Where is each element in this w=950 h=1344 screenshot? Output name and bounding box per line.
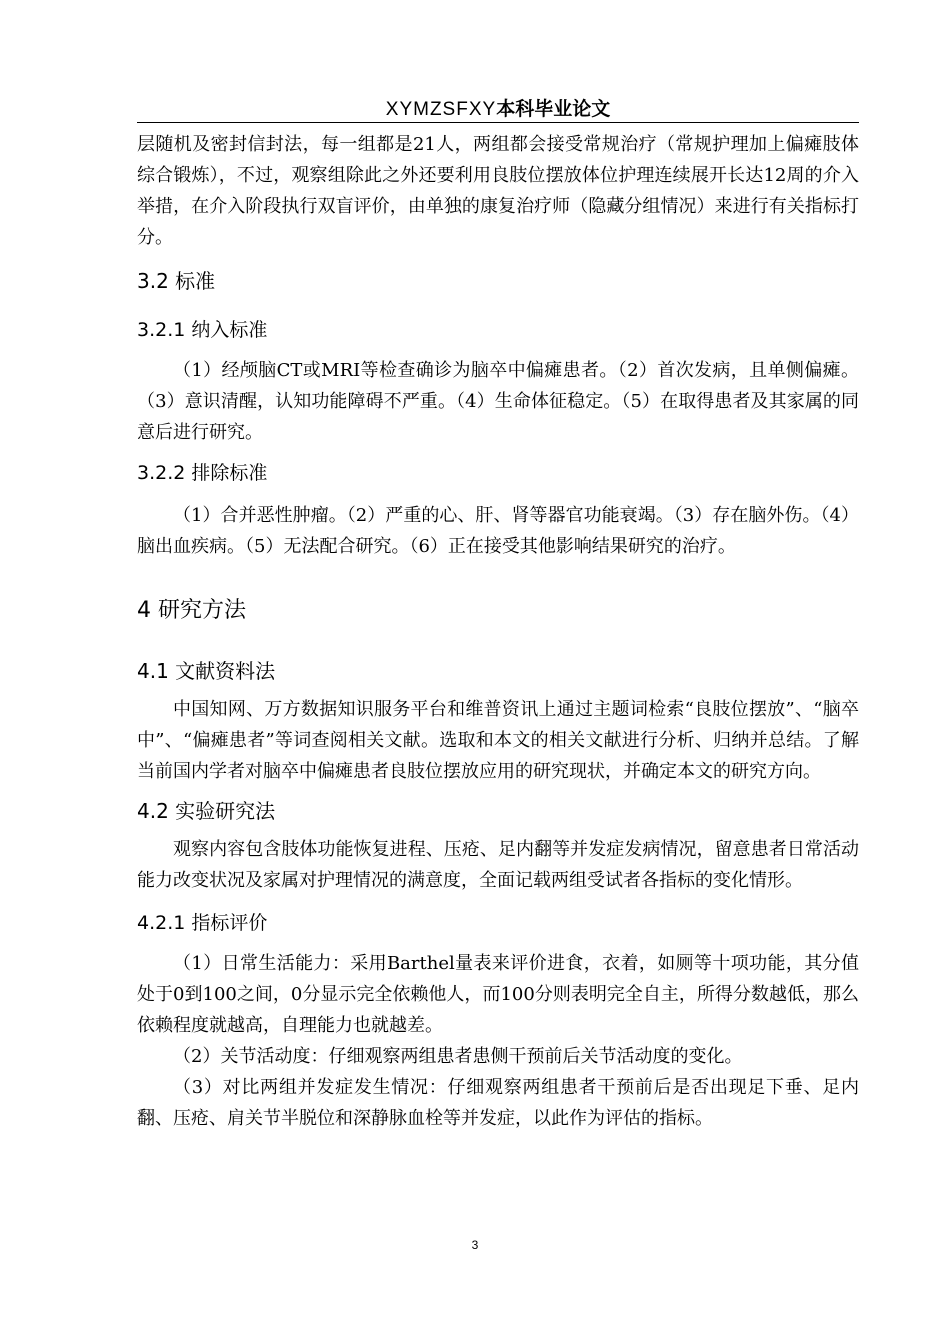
chapter-heading-4: 4 研究方法: [137, 598, 246, 623]
inclusion-criteria-paragraph: （1）经颅脑CT或MRI等检查确诊为脑卒中偏瘫患者。（2）首次发病，且单侧偏瘫。（3）意识清醒，认知功能障碍不严重。（4）生命体征稳定。（5）在取得患者及其家属的同意后进行研究。: [137, 360, 859, 443]
experiment-method-paragraph: 观察内容包含肢体功能恢复进程、压疮、足内翻等并发症发病情况，留意患者日常活动能力改变状况及家属对护理情况的满意度，全面记载两组受试者各指标的变化情形。: [137, 839, 859, 891]
page-number: 3: [471, 1238, 479, 1252]
intro-paragraph: 层随机及密封信封法，每一组都是21人，两组都会接受常规治疗（常规护理加上偏瘫肢体综合锻炼），不过，观察组除此之外还要利用良肢位摆放体位护理连续展开长达12周的介入举措，在介入阶段执行双盲评价，由单独的康复治疗师（隐藏分组情况）来进行有关指标打分。: [137, 134, 859, 248]
header-title: 本科毕业论文: [496, 98, 611, 120]
index-item-2: （2）关节活动度：仔细观察两组患者患侧干预前后关节活动度的变化。: [173, 1046, 743, 1067]
literature-method-paragraph: 中国知网、万方数据知识服务平台和维普资讯上通过主题词检索“良肢位摆放”、“脑卒中”、“偏瘫患者”等词查阅相关文献。选取和本文的相关文献进行分析、归纳并总结。了解当前国内学者对脑卒中偏瘫患者良肢位摆放应用的研究现状，并确定本文的研究方向。: [137, 699, 859, 782]
index-item-3: （3）对比两组并发症发生情况：仔细观察两组患者干预前后是否出现足下垂、足内翻、压疮、肩关节半脱位和深静脉血栓等并发症，以此作为评估的指标。: [137, 1077, 859, 1129]
section-heading-4-1: 4.1 文献资料法: [137, 659, 276, 683]
header-rule: [137, 122, 859, 123]
section-heading-3-2: 3.2 标准: [137, 269, 216, 293]
section-heading-4-2-1: 4.2.1 指标评价: [137, 912, 268, 934]
section-heading-3-2-2: 3.2.2 排除标准: [137, 462, 268, 484]
exclusion-criteria-paragraph: （1）合并恶性肿瘤。（2）严重的心、肝、肾等器官功能衰竭。（3）存在脑外伤。（4）脑出血疾病。（5）无法配合研究。（6）正在接受其他影响结果研究的治疗。: [137, 505, 859, 557]
page-header: [137, 96, 859, 123]
section-heading-3-2-1: 3.2.1 纳入标准: [137, 319, 268, 341]
section-heading-4-2: 4.2 实验研究法: [137, 799, 276, 823]
page-content: [137, 129, 859, 1134]
index-item-1: （1）日常生活能力：采用Barthel量表来评价进食，衣着，如厕等十项功能，其分值处于0到100之间，0分显示完全依赖他人，而100分则表明完全自主，所得分数越低，那么依赖程度就越高，自理能力也就越差。: [137, 953, 859, 1036]
header-school-code: XYMZSFXY: [385, 99, 497, 120]
